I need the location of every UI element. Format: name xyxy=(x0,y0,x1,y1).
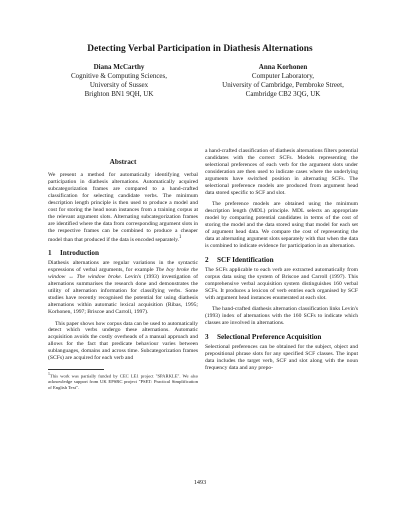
left-column xyxy=(48,148,198,391)
abstract-text: We present a method for automatically identifying verbal participation in diathesis alternations. Automatically acquired subcategorization frames are compared to a hand-crafted classification for selecting candidate verbs. The minimum description length principle is then used to produce a model and cost for storing the head noun instances from a training corpus at the relevant argument slots. Alternating subcategorization frames are identified where the data from corresponding argument slots in the respective frames can be combined to produce a cheaper model than that produced if the data is encoded separately.$^1$ xyxy=(48,172,198,243)
author-name: Anna Korhonen xyxy=(258,63,308,71)
author-affiliation-line: Computer Laboratory, xyxy=(251,72,315,81)
author-block-1 xyxy=(44,63,194,99)
abstract-heading: Abstract xyxy=(109,158,137,166)
right-column xyxy=(205,148,358,372)
intro-paragraph-1: Diathesis alternations are regular variations in the syntactic expressions of verbal arguments, for example The boy broke the window ↔ The window broke. Levin's (1993) investigation of alternations summarises the research done and demonstrates the utility of alternation information for classifying verbs. Some studies have recently recognised the potential for using diathesis alternations within automatic lexical acquisition (Ribas, 1995; Korhonen, 1997; Briscoe and Carroll, 1997). xyxy=(48,260,198,316)
author-block-2 xyxy=(198,63,368,99)
selpref-paragraph-1: Selectional preferences can be obtained for the subject, object and prepositional phrase slots for any specified SCF classes. The input data includes the target verb, SCF and slot along with the noun frequency data and any prepo- xyxy=(205,343,358,371)
footnote-marker: 1 xyxy=(179,234,182,240)
author-affiliation-line: University of Cambridge, Pembroke Street, xyxy=(222,81,344,90)
scf-paragraph-1: The SCFs applicable to each verb are extracted automatically from corpus data using the system of Briscoe and Carroll (1997). This comprehensive verbal acquisition system distinguishes 160 verbal SCFs. It produces a lexicon of verb entries each organised by SCF with argument head instances enumerated at each slot. xyxy=(205,266,358,301)
section-heading-introduction: 1 Introduction xyxy=(48,249,100,258)
paper-title: Detecting Verbal Participation in Diathesis Alternations xyxy=(87,44,313,54)
author-affiliation-line: Brighton BN1 9QH, UK xyxy=(84,90,154,99)
intro-paragraph-4: The preference models are obtained using the minimum description length (MDL) principle. MDL selects an appropriate model by comparing potential candidates in terms of the cost of storing the model and the data stored using that model for each set of argument head data. We compare the cost of representing the data at alternating argument slots separately with that when the data is combined to indicate evidence for participation in an alternation. xyxy=(205,201,358,249)
section-heading-selectional-preference: 3 Selectional Preference Acquisition xyxy=(205,332,322,341)
section-heading-scf-identification: 2 SCF Identification xyxy=(205,255,274,264)
page-number: 1493 xyxy=(193,479,207,486)
footnote: $^1$This work was partially funded by CEC LE1 project "SPARKLE". We also acknowledge support from UK EPSRC project "PSET: Practical Simplification of English Text". xyxy=(48,372,198,390)
author-affiliation-line: Cambridge CB2 3QG, UK xyxy=(245,90,321,99)
author-affiliation-line: University of Sussex xyxy=(89,81,149,90)
author-affiliation-line: Cognitive & Computing Sciences, xyxy=(70,72,168,81)
intro-paragraph-3: a hand-crafted classification of diathesis alternations filters potential candidates with the correct SCFs. Models representing the selectional preferences of each verb for the argument slots under consideration are then used to indicate cases where the underlying arguments have switched position in alternating SCFs. The selectional preference models are produced from argument head data stored specific to SCF and slot. xyxy=(205,148,358,196)
footnote-rule xyxy=(48,369,104,370)
intro-paragraph-2: This paper shows how corpus data can be used to automatically detect which verbs undergo these alternations. Automatic acquisition avoids the costly overheads of a manual approach and allows for the fact that predicate behaviour varies between sublanguages, domains and across time. Subcategorization frames (SCFs) are acquired for each verb and xyxy=(48,320,198,362)
scf-paragraph-2: The hand-crafted diathesis alternation classification links Levin's (1993) index of alternations with the 160 SCFs to indicate which classes are involved in alternations. xyxy=(205,306,358,327)
author-name: Diana McCarthy xyxy=(93,63,145,71)
